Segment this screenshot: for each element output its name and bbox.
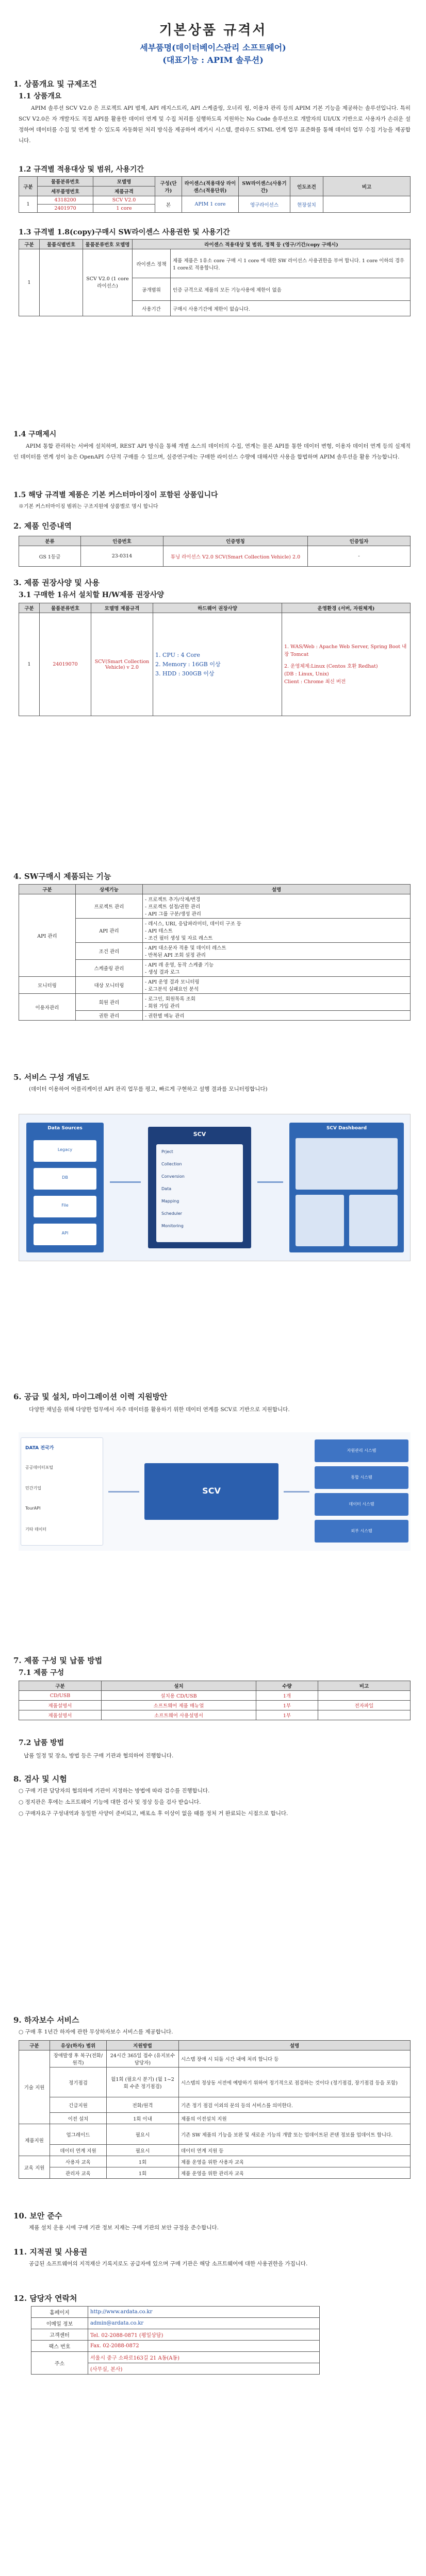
- table-cell: 데이터 연계 지원 등: [179, 2145, 411, 2156]
- table-cell: 제품 제품은 1유소 core 구매 시 1 core 에 대한 SW 라이선스 사용권한을 부여 합니다. 1 core 이하의 경우 1 core로 적용합니다.: [171, 249, 411, 278]
- flow-arrow-line: [110, 1181, 141, 1183]
- table-cell: 라이센스 정책: [133, 249, 171, 278]
- table-cell: 1개: [256, 1691, 318, 1701]
- table-cell: 영구라이선스: [239, 196, 290, 213]
- data-sources-panel: [26, 1123, 104, 1252]
- data-sources-title: Data Sources: [47, 1126, 83, 1131]
- table-cell: 제품설명서: [19, 1701, 102, 1710]
- table-cell: 긴급지원: [50, 2097, 107, 2113]
- table-cell: Tel. 02-2088-0871 (평일상담): [88, 2329, 320, 2341]
- scv-hub-label: SCV: [202, 1486, 221, 1496]
- table-cell: 데이터 연계 지원: [50, 2145, 107, 2156]
- table-cell: CD/USB: [19, 1691, 102, 1701]
- table-subheader: 제품규격: [93, 187, 155, 196]
- table-cell: 이전 설치: [50, 2113, 107, 2124]
- section-1-5-heading: 1.5 해당 규격별 제품은 기본 커스터마이징이 포함된 상품입니다: [13, 491, 218, 499]
- table-header: 라이센스(적용대상 라이센스(적용단위): [182, 177, 239, 196]
- external-data-panel: [21, 1437, 103, 1546]
- table-header: 구성(단가): [155, 177, 182, 196]
- table-cell: 대상 모니터링: [76, 977, 143, 994]
- table-cell: 사용기간: [133, 301, 171, 316]
- table-header: 인증일자: [308, 536, 411, 546]
- scv-module: Data: [161, 1187, 172, 1191]
- scv-module: Mapping: [161, 1199, 179, 1204]
- feature-line: - 로그인, 회원목록 조회: [145, 996, 195, 1002]
- table-cell: 인증 규격으로 제품의 모든 기능사용에 제한이 없음: [171, 278, 411, 301]
- table-cell: 기술 지원: [19, 2050, 50, 2124]
- feature-line: - 권한별 메뉴 관리: [145, 1013, 185, 1019]
- feature-line: - 조건 필터 생성 및 자료 레스트: [145, 936, 213, 941]
- section-10-paragraph: 제품 설치 운용 시에 구매 기관 정보 지재는 구매 기관의 보안 규정을 준수합니다.: [29, 2225, 219, 2231]
- hw-spec-line: 2. Memory : 16GB 이상: [155, 660, 221, 668]
- spec-table-1-2: [19, 176, 411, 213]
- table-cell: GS 1등급: [19, 546, 81, 567]
- table-cell: 전자파일: [318, 1701, 411, 1710]
- scv-title: SCV: [193, 1131, 206, 1138]
- table-cell: SCV V2.0: [93, 196, 155, 205]
- target-system: [315, 1466, 408, 1489]
- table-cell: 1회: [107, 2156, 179, 2167]
- feature-line: - 프로젝트 설정/권한 관리: [145, 904, 201, 910]
- table-cell: [153, 613, 282, 716]
- table-cell: APIM 1 core: [182, 196, 239, 213]
- table-cell: 본: [155, 196, 182, 213]
- table-cell: [143, 894, 411, 919]
- data-source-label: File: [61, 1203, 69, 1208]
- data-source-legacy: [34, 1140, 96, 1162]
- feature-line: - API 테스트: [145, 928, 173, 934]
- section-6-heading: 6. 공급 및 설치, 마이그레이션 이력 지원방안: [13, 1392, 168, 1401]
- data-source-label: 공공데이터포털: [25, 1465, 54, 1470]
- section-2-heading: 2. 제품 인증내역: [13, 521, 72, 531]
- table-cell: 이메일 정보: [31, 2318, 88, 2329]
- product-composition-table: [19, 1681, 411, 1720]
- section-1-1-heading: 1.1 상품개요: [19, 92, 62, 100]
- table-cell: [318, 1691, 411, 1701]
- feature-line: - API 대소문자 적용 및 데이터 레스트: [145, 945, 226, 951]
- table-header: 설명: [143, 885, 411, 894]
- section-7-heading: 7. 제품 구성 및 납품 방법: [13, 1656, 103, 1665]
- table-header: 하드웨어 권장사양: [153, 603, 282, 613]
- section-1-1-paragraph: APIM 솔루션 SCV V2.0 은 프로젝트 API 범제, API 레지스트리, API 스케줄링, 오너리 링, 이용자 관리 등의 APIM 기본 기능을 제공하는 솔루션입니다. 특히 SCV V2.0은 자 개발자도 직접 API를 활용한 데이터 연계 및 수집 처리를 실행하도록 지원하는 No Code 솔루션으로 개발자의 UI/UX 기반으로 사용자가 손쉬운 설정하여 데이터를 수집 및 연계 할 수 있도록 자동화된 처리 방식을 제공하여 레거시 시스템, 클라우드 STML 연계 업무 표준화를 통해 데이터 업무 수집 기능을 제공합니다.: [19, 105, 411, 144]
- table-cell: 소프트웨어 사용설명서: [102, 1710, 256, 1720]
- table-header: 물품분류번호: [40, 603, 91, 613]
- section-3-heading: 3. 제품 권장사양 및 사용: [13, 578, 100, 587]
- table-header: 인증명칭: [163, 536, 308, 546]
- section-1-4-heading: 1.4 구매제시: [13, 430, 57, 438]
- target-system-label: 자원관리 시스템: [347, 1448, 376, 1453]
- table-cell: 24시간 365일 접수 (유지보수 담당자): [107, 2050, 179, 2067]
- table-cell: 교육 지원: [19, 2156, 50, 2179]
- inspection-item: ○ 구매 기관 담당자의 협의하에 기관이 지정하는 방법에 따라 검수를 진행합니다.: [19, 1788, 210, 1794]
- table-cell: 2401970: [38, 205, 93, 213]
- table-cell: 시스템의 정상동 서전에 예방하기 위하여 정기적으로 점검하는 것이다 (정기점검, 장기점검 등을 포함): [179, 2067, 411, 2097]
- feature-line: - 회원 가입 관리: [145, 1004, 180, 1009]
- target-system: [315, 1493, 408, 1516]
- table-header: 운영환경 (서버, 자원체계): [282, 603, 411, 613]
- section-6-paragraph: 다양한 채널을 위해 다양한 업무에서 자주 데이터를 활용하기 위한 데이터 연계를 SCV로 기반으로 지원합니다.: [29, 1406, 290, 1413]
- section-9-intro: ○ 구매 후 1년간 하자에 관한 무상하자보수 서비스를 제공합니다.: [19, 2029, 173, 2035]
- section-1-heading: 1. 상품개요 및 규제조건: [13, 79, 97, 89]
- table-header: 유상(하자) 범위: [50, 2041, 107, 2050]
- table-header: 물품분류번호: [38, 177, 93, 187]
- section-7-2-paragraph: 납품 일정 및 장소, 방법 등은 구매 기관과 협의하여 진행합니다.: [24, 1753, 174, 1759]
- feature-line: - 레시스, URI, 응답파라미터, 데이터 구조 등: [145, 921, 241, 927]
- table-cell: 제품설명서: [19, 1710, 102, 1720]
- table-cell: 구매시 사용기간에 제한이 없습니다.: [171, 301, 411, 316]
- table-cell: 시스템 장애 시 되돌 시간 내에 처리 합니다 등: [179, 2050, 411, 2067]
- table-cell: 고객센터: [31, 2329, 88, 2341]
- maintenance-service-table: [19, 2040, 411, 2179]
- feature-table: [19, 884, 411, 1021]
- data-source-label: DB: [62, 1175, 68, 1180]
- table-cell: 스케줄링 관리: [76, 960, 143, 977]
- env-spec-line: 2. 운영체제:Linux (Centos 호환 Redhat): [284, 664, 378, 669]
- scv-dashboard-panel: [289, 1123, 404, 1252]
- table-cell: 공개범위: [133, 278, 171, 301]
- table-cell: 필요시: [107, 2124, 179, 2145]
- hw-spec-line: 1. CPU : 4 Core: [155, 651, 200, 658]
- spec-table-1-3: [19, 239, 411, 316]
- table-header: 물품식별번호: [40, 240, 83, 249]
- table-cell: 사용자 교육: [50, 2156, 107, 2167]
- hw-spec-line: 3. HDD : 300GB 이상: [155, 670, 215, 677]
- table-cell: 이용자관리: [19, 994, 76, 1021]
- supply-install-diagram: [19, 1432, 411, 1551]
- table-cell: 24019070: [40, 613, 91, 716]
- scv-module: Monitoring: [161, 1224, 184, 1228]
- table-cell: 1부: [256, 1701, 318, 1710]
- section-1-5-note: ※기본 커스터마이징 범위는 구조지원에 상품별로 명시 합니다: [19, 504, 158, 510]
- feature-line: - 반복된 API 조회 설정 관리: [145, 953, 206, 958]
- env-spec-line: (DB : Linux, Unix): [284, 671, 329, 677]
- table-header: 구분: [19, 885, 76, 894]
- section-5-heading: 5. 서비스 구성 개념도: [13, 1073, 90, 1082]
- section-7-2-heading: 7.2 납품 방법: [19, 1739, 64, 1747]
- table-cell: 월1회 (필요시 분기) (월 1~2 회 수준 정기점검): [107, 2067, 179, 2097]
- dashboard-chart-area: [296, 1138, 398, 1190]
- table-cell: (사무실, 본사): [88, 2363, 320, 2375]
- data-source-label: Legacy: [57, 1147, 73, 1152]
- table-header: 구분: [19, 240, 40, 249]
- table-header: 구분: [19, 177, 38, 196]
- table-header: 물품분류번호 모델명: [83, 240, 133, 249]
- table-header: 모델명: [93, 177, 155, 187]
- table-cell: [143, 919, 411, 943]
- target-system-label: 통합 시스템: [351, 1475, 372, 1480]
- target-system-label: 데이터 시스템: [349, 1502, 374, 1506]
- website-link[interactable]: http://www.ardata.co.kr: [88, 2307, 320, 2318]
- service-architecture-diagram: [19, 1114, 411, 1261]
- feature-line: - API 운영 결과 모니터링: [145, 979, 200, 985]
- scv-panel: [148, 1127, 251, 1248]
- table-header: 지원방법: [107, 2041, 179, 2050]
- table-cell: 주소: [31, 2352, 88, 2375]
- inspection-item: ○ 구매자요구 구성내역과 동일한 사양이 준비되고, 배포소 후 이상이 없을 때를 정처 거 완료되는 시점으로 합니다.: [19, 1810, 288, 1817]
- certification-table: [19, 536, 411, 567]
- table-cell: 장애발생 후 복구(전화/원격): [50, 2050, 107, 2067]
- dashboard-widget: [349, 1195, 398, 1246]
- section-10-heading: 10. 보안 준수: [13, 2211, 62, 2221]
- email-link[interactable]: admin@ardata.co.kr: [88, 2318, 320, 2329]
- table-cell: 1: [19, 249, 40, 316]
- table-cell: 필요시: [107, 2145, 179, 2156]
- table-cell: 회원 관리: [76, 994, 143, 1011]
- feature-line: - API 그룹 구분/생성 관리: [145, 911, 201, 917]
- table-cell: [143, 1011, 411, 1021]
- table-cell: 업그레이드: [50, 2124, 107, 2145]
- table-cell: 제품지원: [19, 2124, 50, 2156]
- table-header: 설명: [179, 2041, 411, 2050]
- table-cell: [282, 613, 411, 716]
- table-cell: 기존 정기 점검 이외의 문의 등의 서비스를 의미한다.: [179, 2097, 411, 2113]
- document-subtitle: 세부품명(데이터베이스관리 소프트웨어): [140, 43, 286, 53]
- table-cell: [323, 196, 411, 213]
- scv-module: Conversion: [161, 1174, 185, 1179]
- data-source-api: [34, 1224, 96, 1245]
- table-header: 비고: [323, 177, 411, 196]
- table-cell: SCV(Smart Collection Vehicle) v 2.0: [91, 613, 153, 716]
- inspection-item: ○ 정지관은 후에는 소프트웨어 기능에 대한 검사 및 정상 등을 검사 받습니다.: [19, 1799, 201, 1805]
- table-header: 분류: [19, 536, 81, 546]
- feature-line: - API 레 운영, 동작 스케쥴 기능: [145, 962, 214, 968]
- scv-module: Scheduler: [161, 1211, 183, 1216]
- section-8-heading: 8. 검사 및 시험: [13, 1774, 67, 1784]
- table-cell: Fax. 02-2088-0872: [88, 2341, 320, 2352]
- section-7-1-heading: 7.1 제품 구성: [19, 1669, 64, 1677]
- table-header: 비고: [318, 1681, 411, 1691]
- target-system: [315, 1520, 408, 1543]
- section-11-paragraph: 공급된 소프트웨어의 지적재산 기록지로도 공급자에 있으며 구매 기관은 해당 소프트웨어에 대한 사용권한을 가집니다.: [29, 2261, 308, 2267]
- table-cell: 1: [19, 613, 40, 716]
- table-cell: 모니터링: [19, 977, 76, 994]
- table-cell: 1회 이내: [107, 2113, 179, 2124]
- section-1-2-heading: 1.2 규격별 적용대상 및 범위, 사용기간: [19, 165, 144, 174]
- table-cell: [318, 1710, 411, 1720]
- dashboard-widget: [296, 1195, 344, 1246]
- table-cell: 팩스 번호: [31, 2341, 88, 2352]
- section-4-heading: 4. SW구매시 제품되는 기능: [13, 872, 111, 881]
- table-cell: 기존 SW 제품의 기능을 보완 및 새로운 기능의 개발 또는 업데이트된 콘텐 정보를 업데이트 합니다.: [179, 2124, 411, 2145]
- feature-line: - 프로젝트 추가/삭제/변경: [145, 897, 201, 903]
- data-source-label: 기타 데이터: [25, 1527, 47, 1532]
- table-cell: [40, 249, 83, 316]
- table-cell: 관리자 교육: [50, 2167, 107, 2179]
- table-cell: API 관리: [76, 919, 143, 943]
- table-cell: 정기점검: [50, 2067, 107, 2097]
- table-cell: 전화/원격: [107, 2097, 179, 2113]
- table-cell: [143, 943, 411, 960]
- table-header: 구분: [19, 603, 40, 613]
- table-header: 구분: [19, 1681, 102, 1691]
- data-source-label: 민간기업: [25, 1486, 41, 1490]
- table-subheader: 세부품명번호: [38, 187, 93, 196]
- table-cell: 4318200: [38, 196, 93, 205]
- section-9-heading: 9. 하자보수 서비스: [13, 2015, 79, 2025]
- table-cell: 조건 관리: [76, 943, 143, 960]
- dashboard-title: SCV Dashboard: [326, 1126, 367, 1131]
- table-cell: [143, 960, 411, 977]
- table-cell: 현장설치: [290, 196, 323, 213]
- scv-module-list: [156, 1144, 243, 1242]
- section-12-heading: 12. 담당자 연락처: [13, 2294, 77, 2303]
- table-cell: [143, 977, 411, 994]
- flow-arrow-line: [108, 1491, 139, 1493]
- table-cell: 소프트웨어 제품 매뉴얼: [102, 1701, 256, 1710]
- table-cell: 제품 운영을 위한 사용자 교육: [179, 2156, 411, 2167]
- data-source-label: DATA 전국가: [25, 1446, 54, 1451]
- table-cell: 튜닝 라이선스 V2.0 SCV(Smart Collection Vehicle) 2.0: [163, 546, 308, 567]
- section-5-paragraph: (데이터 이용하여 어플리케이션 API 관리 업무를 평고, 빠르게 구현하고 설행 결과를 모니터링합니다): [29, 1086, 268, 1092]
- env-spec-line: Client : Chrome 최신 버전: [284, 679, 346, 685]
- scv-module: Collection: [161, 1162, 182, 1166]
- table-cell: [143, 994, 411, 1011]
- table-header: 구분: [19, 2041, 50, 2050]
- table-cell: 1: [19, 196, 38, 213]
- table-header: 인도조건: [290, 177, 323, 196]
- document-subtitle-function: (대표기능 : APIM 솔루션): [162, 55, 264, 65]
- data-source-db: [34, 1168, 96, 1190]
- table-header: 라이센스 적용대상 및 범위, 정책 등 (영구/기간/copy 구매시): [133, 240, 411, 249]
- section-3-1-heading: 3.1 구매한 1유서 설치할 H/W제품 권장사양: [19, 591, 164, 599]
- table-header: 상세기능: [76, 885, 143, 894]
- env-spec-line: 1. WAS/Web : Apache Web Server, Spring Boot 내장 Tomcat: [284, 644, 407, 657]
- table-cell: 23-0314: [81, 546, 163, 567]
- table-cell: 권한 관리: [76, 1011, 143, 1021]
- flow-arrow-line: [284, 1491, 309, 1493]
- section-1-3-heading: 1.3 규격별 1.8(copy)구매시 SW라이센스 사용권한 및 사용기간: [19, 228, 230, 236]
- table-cell: -: [308, 546, 411, 567]
- document-title: 기본상품 규격서: [159, 23, 267, 38]
- table-cell: 1회: [107, 2167, 179, 2179]
- table-cell: API 관리: [19, 894, 76, 977]
- table-cell: 프로젝트 관리: [76, 894, 143, 919]
- table-header: SW라이센스(사용기간): [239, 177, 290, 196]
- contact-table: [31, 2306, 320, 2375]
- flow-arrow-line: [257, 1181, 283, 1183]
- table-cell: 1부: [256, 1710, 318, 1720]
- table-cell: 서울시 중구 소파로163길 21 A동(A동): [88, 2352, 320, 2363]
- scv-hub-panel: [144, 1463, 278, 1520]
- table-cell: 제품의 이전설치 지원: [179, 2113, 411, 2124]
- table-cell: 설치용 CD/USB: [102, 1691, 256, 1701]
- section-11-heading: 11. 지적권 및 사용권: [13, 2247, 88, 2257]
- feature-line: - 생성 결과 로그: [145, 970, 180, 975]
- section-1-4-paragraph: APIM 통합 관리하는 서버에 설치하며, REST API 방식을 통해 개별 소스의 데이터의 수집, 연계는 물론 API를 통한 데이터 변형, 이용자 데이터 연계 등의 실제적인 데이터를 연계 성이 높은 OpenAPI 수단적 구매를 수 있으며, 실증연구에는 구매한 라이선스 수량에 대해서만 사용을 합법하며 APIM 솔루션을 활용 가능합니다.: [13, 443, 411, 460]
- target-system-label: 외부 시스템: [351, 1529, 372, 1533]
- table-header: 설치: [102, 1681, 256, 1691]
- data-source-file: [34, 1196, 96, 1217]
- scv-module: Prject: [161, 1149, 173, 1154]
- table-header: 수량: [256, 1681, 318, 1691]
- data-source-label: TourAPI: [25, 1506, 41, 1511]
- data-source-label: API: [61, 1231, 69, 1235]
- table-cell: SCV V2.0 (1 core 라이선스): [83, 249, 133, 316]
- table-cell: 제품 운영을 위한 관리자 교육: [179, 2167, 411, 2179]
- target-system: [315, 1439, 408, 1462]
- table-header: 인증번호: [81, 536, 163, 546]
- feature-line: - 로그분석 실패요인 분석: [145, 987, 199, 992]
- table-cell: 1 core: [93, 205, 155, 213]
- table-cell: 홈페이지: [31, 2307, 88, 2318]
- hw-spec-table: [19, 603, 411, 716]
- table-header: 모델명 제품규격: [91, 603, 153, 613]
